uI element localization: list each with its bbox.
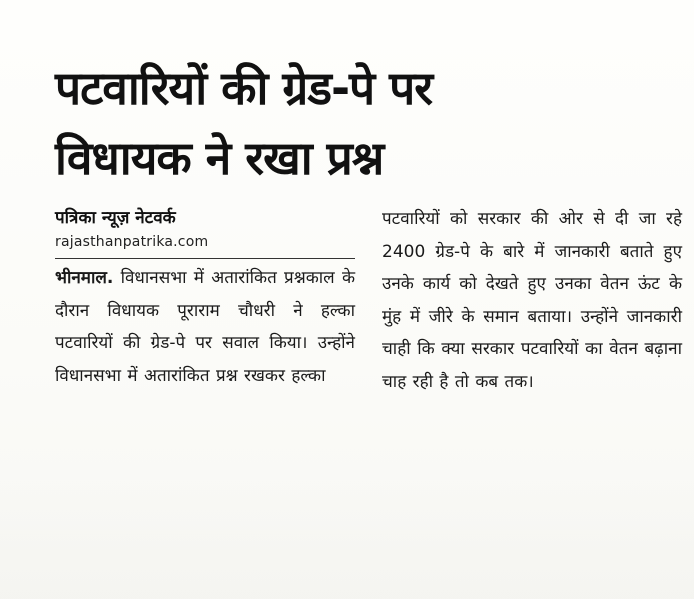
- byline: पत्रिका न्यूज़ नेटवर्क: [55, 208, 176, 228]
- headline-line-1: पटवारियों की ग्रेड-पे पर: [55, 61, 433, 115]
- website-credit: rajasthanpatrika.com: [55, 234, 209, 250]
- dateline: भीनमाल.: [55, 268, 114, 288]
- left-column-text: [55, 262, 355, 392]
- byline-divider: [55, 258, 355, 259]
- right-column-text: पटवारियों को सरकार की ओर से दी जा रहे 2400 ग्रेड-पे के बारे में जानकारी बताते हुए उनके कार्य को देखते हुए उनका वेतन ऊंट के मुंह में जीरे के समान बताया। उन्होंने जानकारी चाही कि क्या सरकार पटवारियों का वेतन बढ़ाना चाह रही है तो कब तक।: [382, 209, 682, 392]
- left-column-body: विधानसभा में अतारांकित प्रश्नकाल के दौरान विधायक पूराराम चौधरी ने हल्का पटवारियों की ग्रेड-पे पर सवाल किया। उन्होंने विधानसभा में अतारांकित प्रश्न रखकर हल्का: [55, 268, 355, 386]
- headline-line-2: विधायक ने रखा प्रश्न: [55, 131, 384, 185]
- right-column: [382, 205, 682, 398]
- left-column: [55, 205, 355, 392]
- paper-shading: [0, 479, 694, 599]
